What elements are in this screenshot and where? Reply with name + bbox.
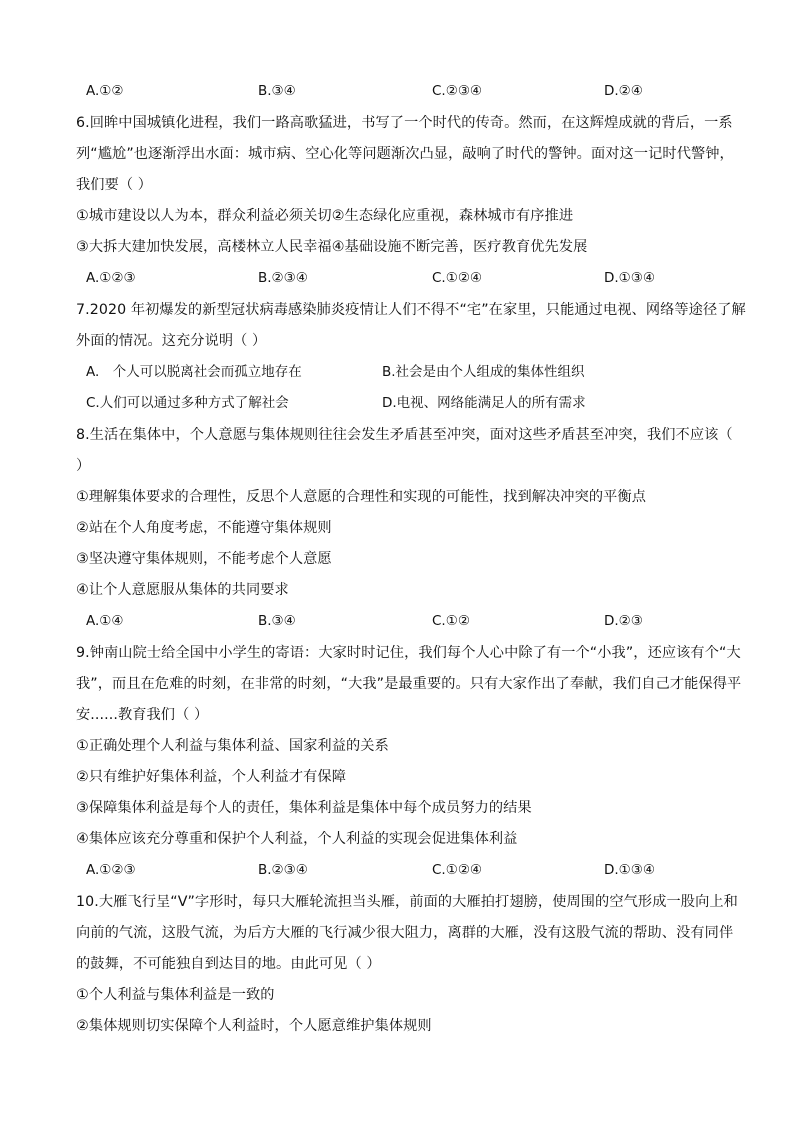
q6-statement-1: ①城市建设以人为本，群众利益必须关切②生态绿化应重视，森林城市有序推进: [76, 208, 574, 224]
q6-stem-line-1: 6.回眸中国城镇化进程，我们一路高歌猛进，书写了一个时代的传奇。然而，在这辉煌成就的背后，一系: [76, 115, 733, 131]
q9-option-d: D.①③④: [604, 862, 655, 878]
q6-option-b: B.②③④: [258, 270, 308, 286]
q10-stem-line-2: 向前的气流，这股气流，为后方大雁的飞行减少很大阻力，离群的大雁，没有这股气流的帮助、没有同伴: [76, 925, 734, 941]
q9-statement-3: ③保障集体利益是每个人的责任，集体利益是集体中每个成员努力的结果: [76, 800, 532, 816]
q9-statement-4: ④集体应该充分尊重和保护个人利益，个人利益的实现会促进集体利益: [76, 831, 518, 847]
q5-option-c: C.②③④: [432, 83, 483, 99]
q9-option-b: B.②③④: [258, 862, 308, 878]
q5-option-d: D.②④: [604, 83, 643, 99]
q8-statement-3: ③坚决遵守集体规则，不能考虑个人意愿: [76, 551, 332, 567]
q10-statement-1: ①个人利益与集体利益是一致的: [76, 987, 275, 1003]
q6-stem-line-2: 列“尴尬”也逐渐浮出水面：城市病、空心化等问题渐次凸显，敲响了时代的警钟。面对这一记时代警钟，: [76, 146, 734, 162]
q9-stem-line-3: 安......教育我们（ ）: [76, 707, 209, 723]
q8-statement-4: ④让个人意愿服从集体的共同要求: [76, 582, 289, 598]
q5-option-a: A.①②: [86, 83, 124, 99]
q7-options-row-1: [86, 362, 726, 382]
q8-option-b: B.③④: [258, 613, 296, 629]
q8-option-c: C.①②: [432, 613, 470, 629]
q6-options: [86, 268, 726, 288]
q9-stem-line-1: 9.钟南山院士给全国中小学生的寄语：大家时时记住，我们每个人心中除了有一个“小我”，还应该有个“大: [76, 645, 741, 661]
q5-option-b: B.③④: [258, 83, 296, 99]
q8-stem-line-1: 8.生活在集体中，个人意愿与集体规则往往会发生矛盾甚至冲突，面对这些矛盾甚至冲突，我们不应该（: [76, 427, 733, 443]
q6-statement-2: ③大拆大建加快发展，高楼林立人民幸福④基础设施不断完善，医疗教育优先发展: [76, 239, 588, 255]
q7-option-a: A. 个人可以脱离社会而孤立地存在: [86, 364, 302, 380]
q6-option-a: A.①②③: [86, 270, 136, 286]
q7-option-c: C.人们可以通过多种方式了解社会: [86, 395, 289, 411]
q7-stem-line-1: 7.2020 年初爆发的新型冠状病毒感染肺炎疫情让人们不得不“宅”在家里，只能通过电视、网络等途径了解: [76, 302, 746, 318]
q10-statement-2: ②集体规则切实保障个人利益时，个人愿意维护集体规则: [76, 1018, 432, 1034]
q5-options: [86, 81, 726, 101]
q7-option-d: D.电视、网络能满足人的所有需求: [382, 395, 586, 411]
q8-statement-1: ①理解集体要求的合理性，反思个人意愿的合理性和实现的可能性，找到解决冲突的平衡点: [76, 489, 647, 505]
q6-option-d: D.①③④: [604, 270, 655, 286]
q8-stem-line-2: ）: [76, 458, 91, 474]
q7-options-row-2: [86, 393, 726, 413]
q8-statement-2: ②站在个人角度考虑，不能遵守集体规则: [76, 520, 332, 536]
q8-options: [86, 611, 726, 631]
q9-stem-line-2: 我”，而且在危难的时刻，在非常的时刻，“大我”是最重要的。只有大家作出了奉献，我们自己才能保得平: [76, 676, 742, 692]
q7-stem-line-2: 外面的情况。这充分说明（ ）: [76, 333, 267, 349]
q6-stem-line-3: 我们要（ ）: [76, 177, 153, 193]
q9-statement-1: ①正确处理个人利益与集体利益、国家利益的关系: [76, 738, 389, 754]
q8-option-d: D.②③: [604, 613, 643, 629]
q9-statement-2: ②只有维护好集体利益，个人利益才有保障: [76, 769, 346, 785]
q10-stem-line-1: 10.大雁飞行呈“V”字形时，每只大雁轮流担当头雁，前面的大雁拍打翅膀，使周围的空气形成一股向上和: [76, 894, 738, 910]
q9-option-c: C.①②④: [432, 862, 483, 878]
q10-stem-line-3: 的鼓舞，不可能独自到达目的地。由此可见（ ）: [76, 956, 381, 972]
q7-option-b: B.社会是由个人组成的集体性组织: [382, 364, 585, 380]
q8-option-a: A.①④: [86, 613, 124, 629]
q6-option-c: C.①②④: [432, 270, 483, 286]
q9-option-a: A.①②③: [86, 862, 136, 878]
q9-options: [86, 860, 726, 880]
